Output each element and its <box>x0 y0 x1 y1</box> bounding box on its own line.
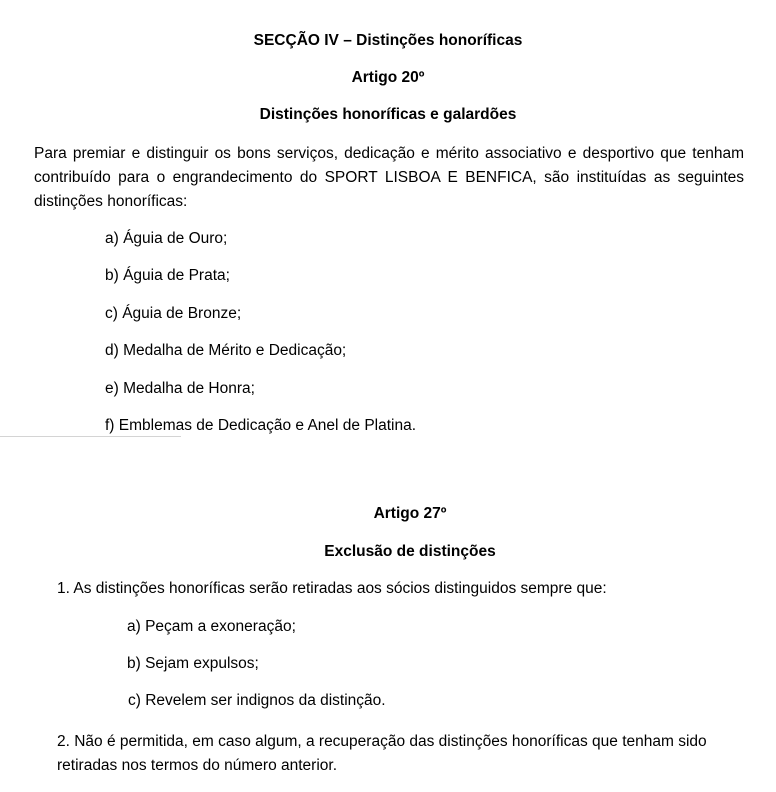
section-title: SECÇÃO IV – Distinções honoríficas <box>253 32 523 49</box>
list-item: c) Revelem ser indignos da distinção. <box>128 692 386 709</box>
article-20-paragraph: Para premiar e distinguir os bons serviços, dedicação e mérito associativo e desportivo que tenham contribuído para o engrandecimento do SPORT LISBOA E BENFICA, são instituídas as seguintes distinções honoríficas: <box>34 145 744 210</box>
list-item: e) Medalha de Honra; <box>105 380 255 397</box>
article-27-point-1: 1. As distinções honoríficas serão retiradas aos sócios distinguidos sempre que: <box>57 580 607 597</box>
list-item: d) Medalha de Mérito e Dedicação; <box>105 342 347 359</box>
list-item: a) Peçam a exoneração; <box>127 618 296 635</box>
article-27-heading: Artigo 27º <box>373 505 447 522</box>
list-item: b) Sejam expulsos; <box>127 655 259 672</box>
list-item: b) Águia de Prata; <box>105 267 230 284</box>
article-20-subtitle: Distinções honoríficas e galardões <box>259 106 517 123</box>
list-item: f) Emblemas de Dedicação e Anel de Platina. <box>105 417 417 434</box>
article-27-subtitle: Exclusão de distinções <box>324 543 496 560</box>
section-divider <box>0 436 181 437</box>
list-item: a) Águia de Ouro; <box>105 230 228 247</box>
article-20-heading: Artigo 20º <box>351 69 425 86</box>
article-27-point-2: 2. Não é permitida, em caso algum, a recuperação das distinções honoríficas que tenham sido retiradas nos termos do número anterior. <box>57 733 707 774</box>
list-item: c) Águia de Bronze; <box>105 305 242 322</box>
